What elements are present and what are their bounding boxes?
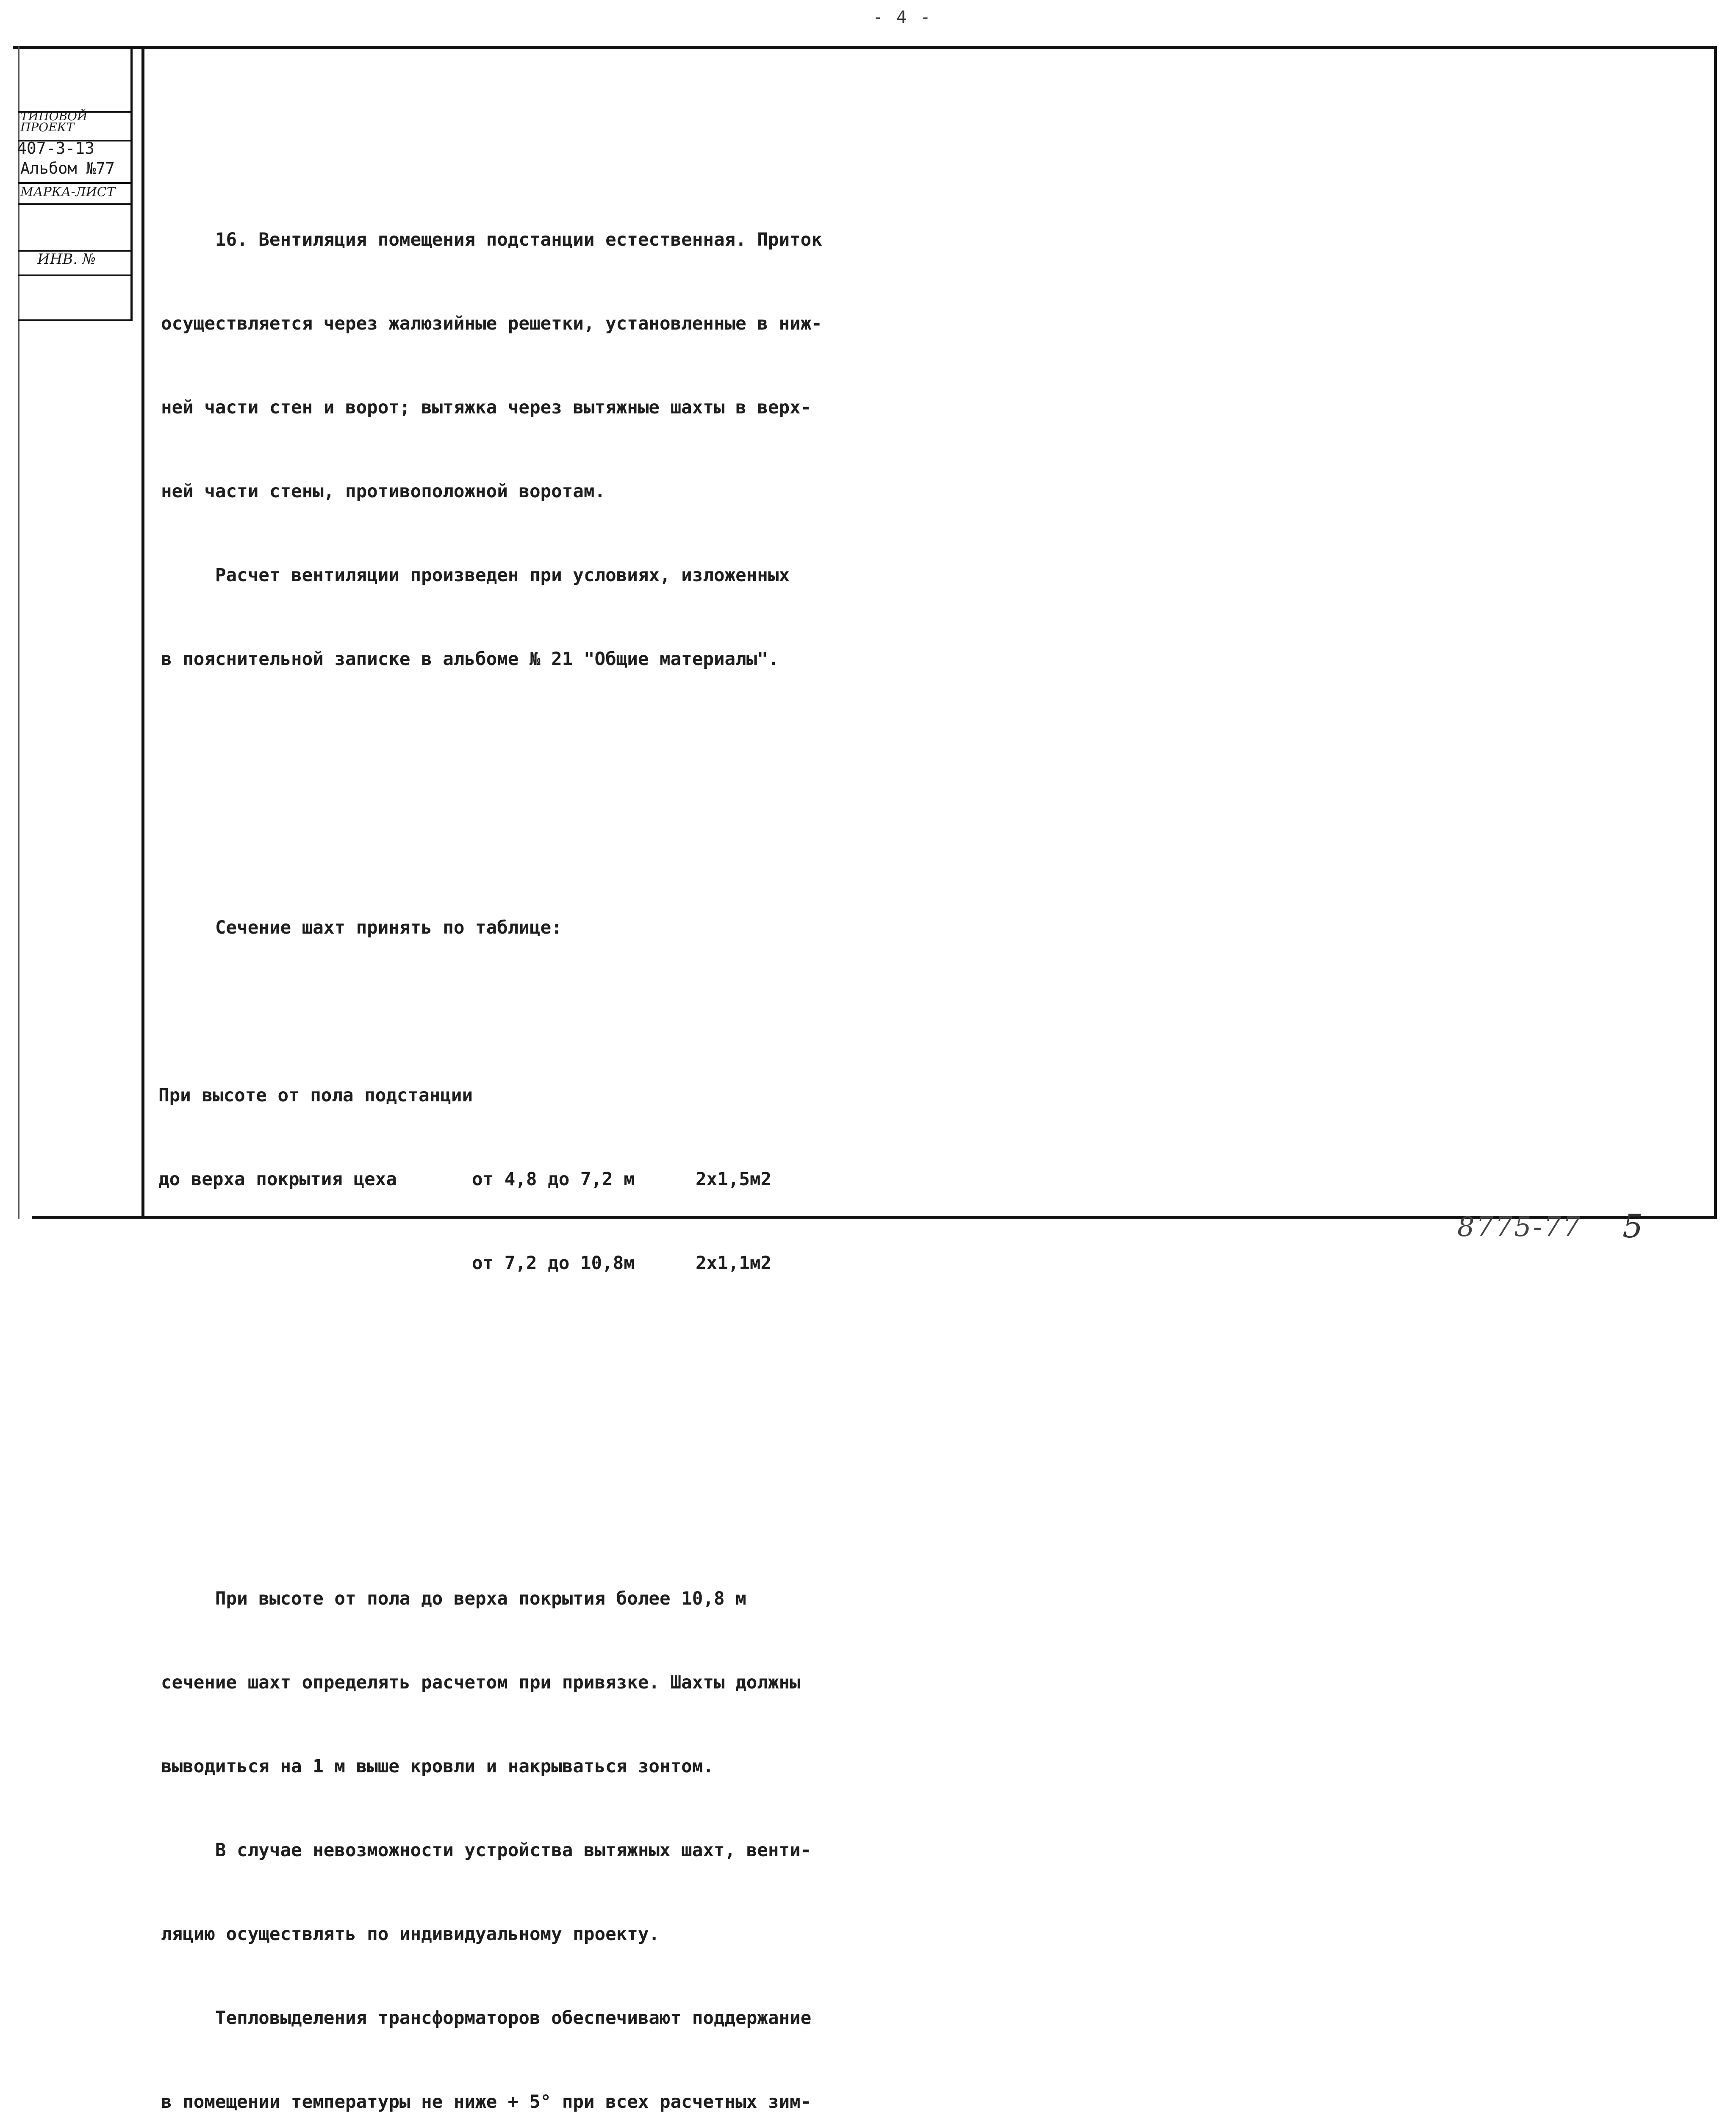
text-line: 16. Вентиляция помещения подстанции естественная. Приток (161, 230, 822, 250)
text-line: ляцию осуществлять по индивидуальному проекту. (161, 1924, 660, 1945)
text-line: осуществляется через жалюзийные решетки, установленные в ниж- (161, 313, 822, 334)
text-line: Расчет вентиляции произведен при условиях, изложенных (161, 565, 790, 586)
text-line: ней части стены, противоположной воротам. (161, 481, 606, 502)
stamp-line-6 (18, 274, 132, 276)
section-16-paragraph (161, 170, 873, 729)
text-line: В случае невозможности устройства вытяжных шахт, венти- (161, 1840, 812, 1861)
stamp-line-3 (18, 182, 132, 184)
table-head-1: При высоте от пола подстанции (158, 1085, 473, 1106)
text-line: При высоте от пола до верха покрытия более 10,8 м (161, 1588, 746, 1609)
frame-left-line (141, 46, 144, 1219)
table-section: 2х1,1м2 (696, 1253, 772, 1274)
stamp-album: Альбом №77 (20, 159, 115, 177)
table-row (158, 1166, 873, 1194)
table-range: от 4,8 до 7,2 м (472, 1169, 635, 1190)
stamp-mark-sheet: МАРКА-ЛИСТ (20, 185, 115, 200)
document-code: 8775-77 (1457, 1211, 1582, 1243)
stamp-line-7 (18, 319, 132, 321)
text-line: в помещении температуры не ниже + 5° при всех расчетных зим- (161, 2092, 812, 2112)
table-section: 2х1,5м2 (696, 1169, 772, 1190)
page-number-top: - 4 - (873, 8, 932, 27)
text-line: Тепловыделения трансформаторов обеспечивают поддержание (161, 2008, 812, 2029)
stamp-inv-no: ИНВ. № (37, 251, 96, 268)
frame-top-line (13, 46, 1716, 49)
remaining-paragraphs (161, 1529, 873, 2118)
stamp-line-4 (18, 203, 132, 205)
text-line: выводиться на 1 м выше кровли и накрываться зонтом. (161, 1756, 714, 1777)
shaft-section-table (158, 1026, 873, 1333)
text-line: в пояснительной записке в альбоме № 21 "Общие материалы". (161, 649, 779, 670)
shaft-intro: Сечение шахт принять по таблице: (161, 918, 562, 938)
text-line: ней части стен и ворот; вытяжка через вытяжные шахты в верх- (161, 397, 812, 418)
margin-line (18, 46, 19, 1219)
frame-right-line (1714, 46, 1717, 1219)
stamp-type-project: ТИПОВОЙ ПРОЕКТ (20, 109, 88, 134)
text-line: сечение шахт определять расчетом при привязке. Шахты должны (161, 1672, 801, 1693)
document-body (158, 114, 873, 2118)
table-range: от 7,2 до 10,8м (472, 1253, 635, 1274)
table-row (158, 1250, 873, 1278)
sheet-number: 5 (1622, 1207, 1643, 1245)
spacer (161, 1417, 873, 1445)
stamp-project-code: 407-3-13 (17, 139, 95, 158)
spacer (161, 813, 873, 830)
table-head-2: до верха покрытия цеха (158, 1169, 397, 1190)
